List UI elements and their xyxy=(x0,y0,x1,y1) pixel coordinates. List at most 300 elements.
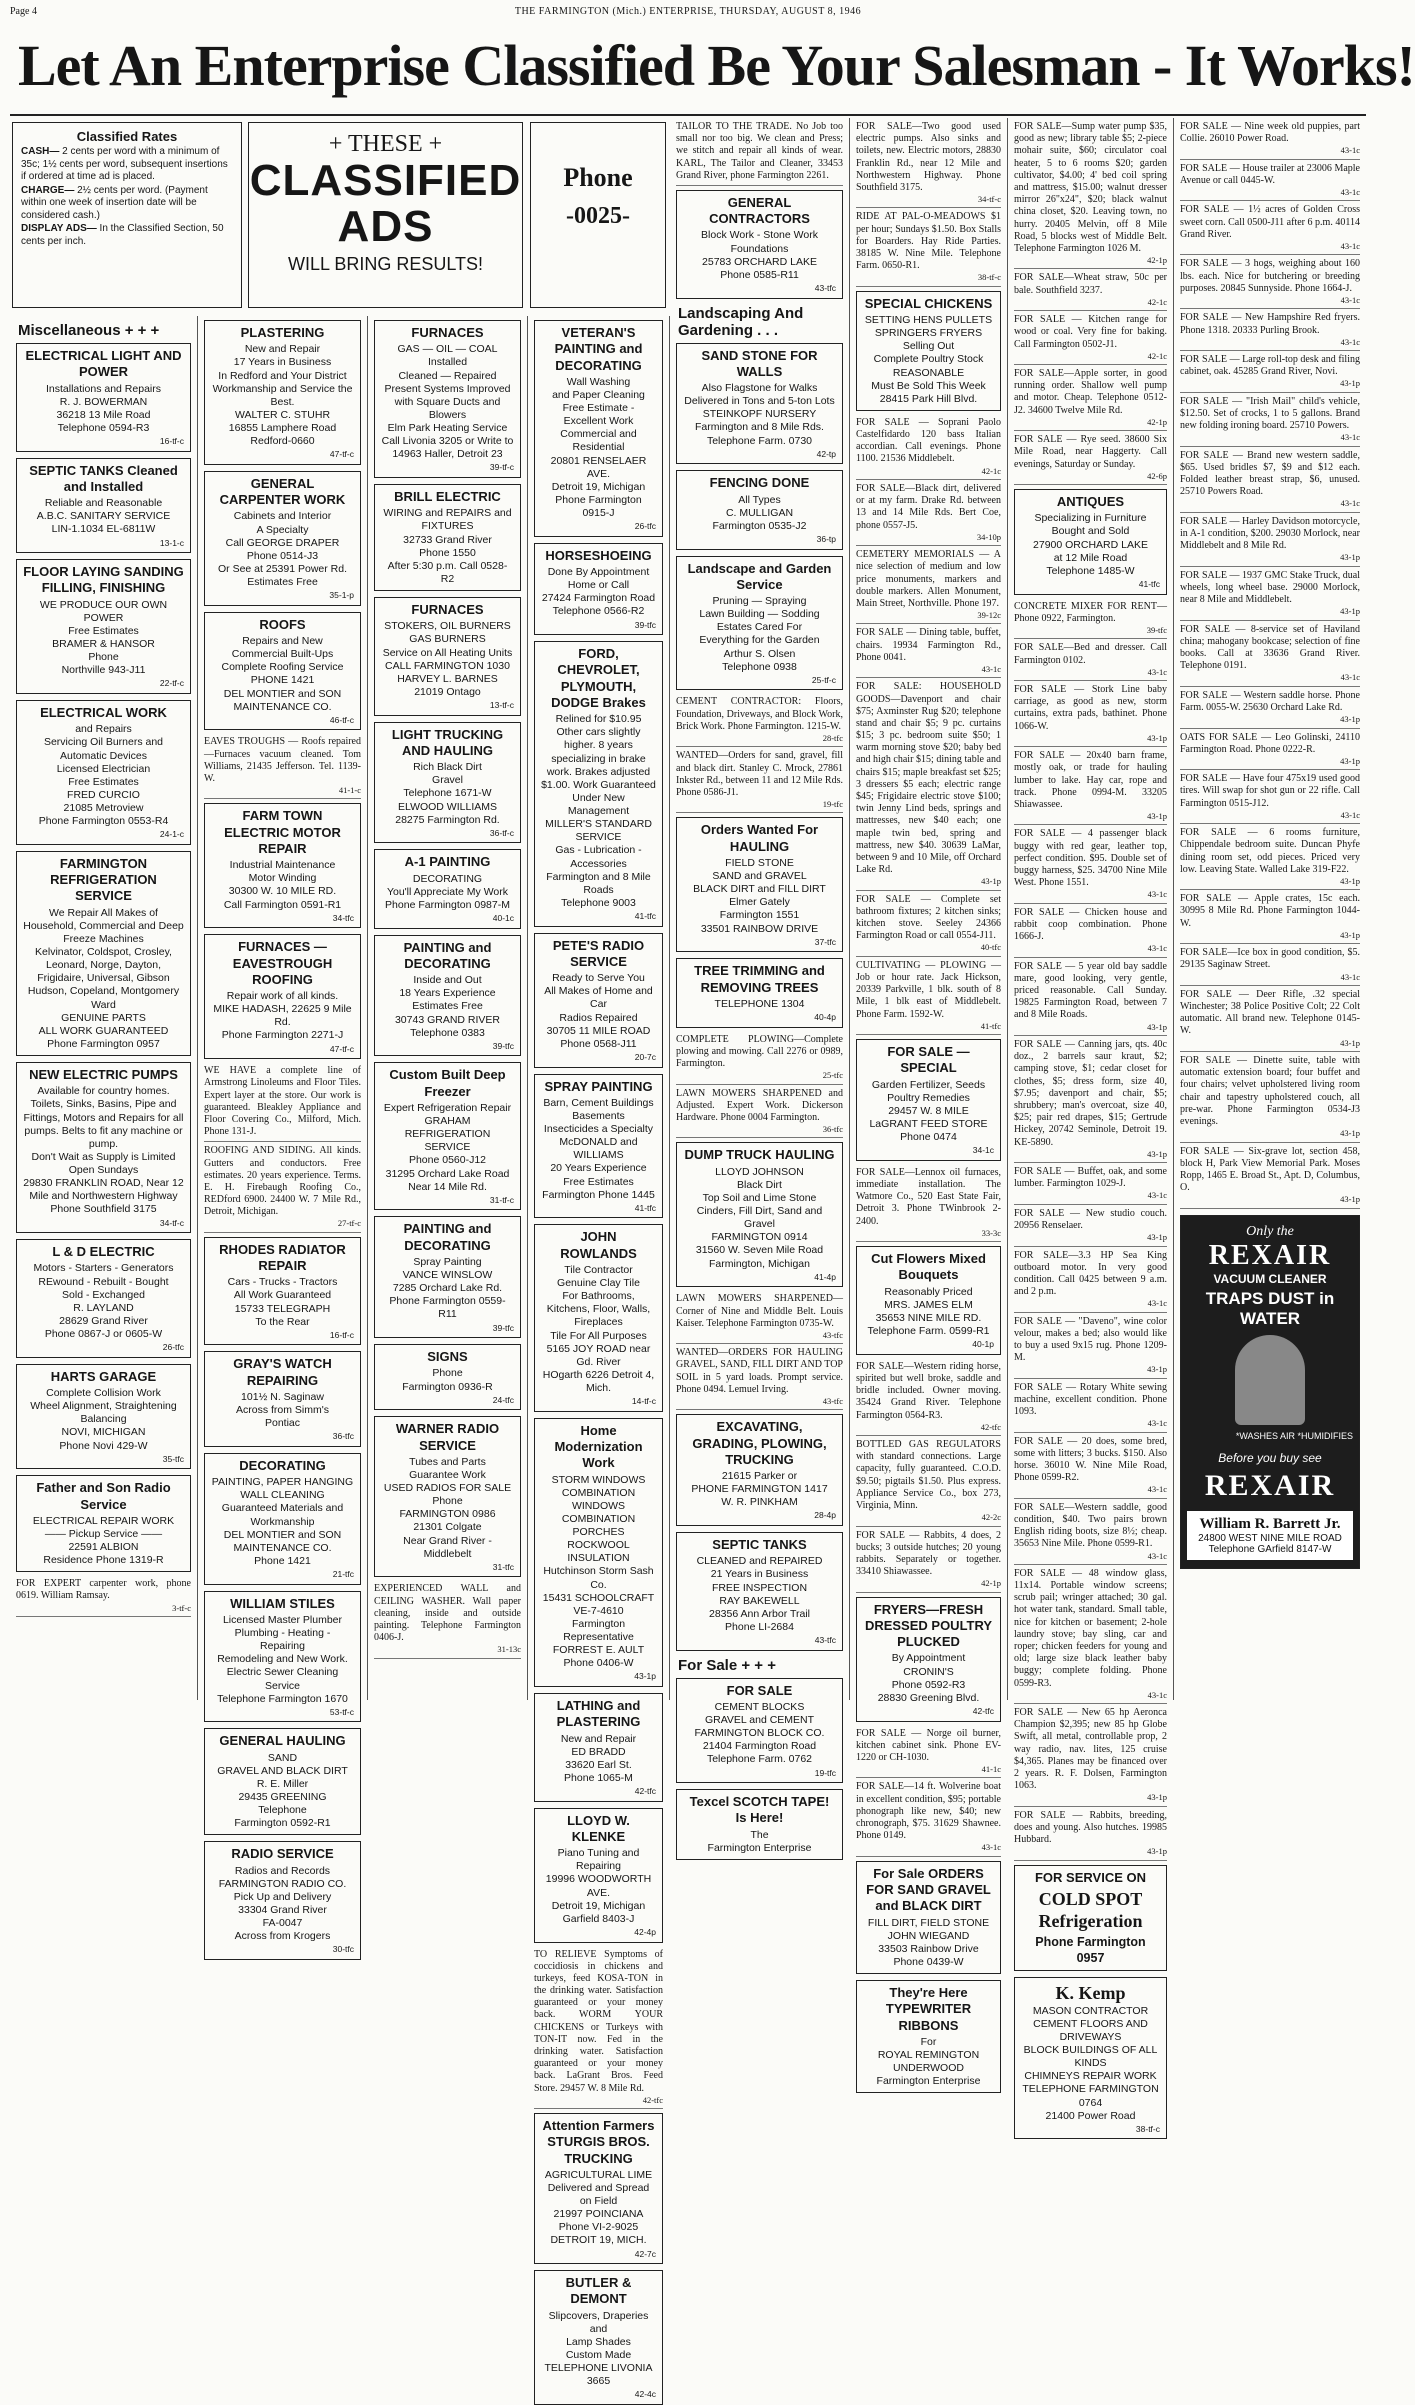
ad-line: COMBINATION WINDOWS xyxy=(561,1486,636,1512)
ad-line: Cleaned — Repaired xyxy=(398,369,497,382)
classified-notice xyxy=(16,1578,191,1617)
classified-notice xyxy=(1014,828,1167,903)
rates-charge-heading: CHARGE— xyxy=(21,184,75,196)
section-heading-miscellaneous: Miscellaneous + + + xyxy=(18,322,160,339)
notice-text: WANTED—Orders for sand, gravel, fill and black dirt. Stanley C. Mrock, 27861 Inkster Rd., between 11 and 12 Mile Rds. Phone 0586-J1. xyxy=(676,750,843,798)
classified-notice xyxy=(1014,368,1167,431)
notice-code: 34-10p xyxy=(976,531,1001,542)
kemp-ad xyxy=(1014,1977,1167,2139)
notice-code: 43-1c xyxy=(1340,145,1360,156)
notice-code: 43-1c xyxy=(1147,1298,1167,1309)
ad-line: Present Systems Improved with Square Ducts and Blowers xyxy=(384,382,511,421)
column-4 xyxy=(528,316,670,2400)
ad-line: Servicing Oil Burners and Automatic Devices xyxy=(43,736,164,762)
ad-code: 35-1-p xyxy=(329,590,354,601)
ad-line: ROYAL REMINGTON xyxy=(877,2048,980,2061)
notice-text: FOR SALE—Bed and dresser. Call Farmington 0102. xyxy=(1014,642,1167,666)
ad-line: Phone Southfield 3175 xyxy=(50,1203,157,1216)
ad-line: Residence Phone 1319-R xyxy=(43,1554,164,1567)
kemp-line: TELEPHONE FARMINGTON 0764 xyxy=(1022,2083,1159,2109)
ad-line: MILLER'S STANDARD SERVICE xyxy=(545,818,652,844)
ad-code: 39-tfc xyxy=(492,1040,514,1051)
classified-notice xyxy=(676,1347,843,1410)
ad-line: FARMINGTON RADIO CO. xyxy=(218,1877,347,1890)
ad-code: 34-1c xyxy=(972,1145,994,1156)
ad-line: 17 Years in Business xyxy=(233,356,332,369)
ad-line: Bought and Sold xyxy=(1051,525,1130,538)
results-line: WILL BRING RESULTS! xyxy=(287,254,484,275)
ad-line: 28356 Ann Arbor Trail xyxy=(709,1607,810,1620)
notice-code: 43-tfc xyxy=(822,1395,843,1406)
ad-line: FREE INSPECTION xyxy=(711,1581,808,1594)
classified-notice xyxy=(856,483,1001,546)
classified-notice xyxy=(1180,450,1360,513)
ad-line: Reasonably Priced xyxy=(884,1285,973,1298)
ad-title: PLASTERING xyxy=(240,325,325,340)
ad-title: RADIO SERVICE xyxy=(231,1846,334,1862)
ad-line: ROCKWOOL INSULATION xyxy=(567,1539,630,1565)
cold-spot-phone: Phone Farmington 0957 xyxy=(1035,1934,1146,1965)
notice-text: TO RELIEVE Symptoms of coccidiosis in chickens and turkeys, feed KOSA-TON in the drinking water. Satisfaction guaranteed or your money back. WORM YOUR CHICKENS or Turkeys with TON-IT now. Fed in the drinking water. Satisfaction guaranteed or your money back. LaGrant Bros. Feed Store. 29457 W. 8 Mile Rd. xyxy=(534,1948,663,2094)
ad-line: R. LAYLAND xyxy=(73,1301,134,1314)
ad-line: 16855 Lamphere Road xyxy=(228,422,337,434)
ad-code: 43-tfc xyxy=(814,1635,836,1646)
notice-text: FOR SALE—Western saddle, good condition, $40. Two pairs brown English riding boots, size 8½; cheap. 35653 Nine Mile. Phone 0599-R1. xyxy=(1014,1501,1167,1550)
display-ad xyxy=(16,851,191,1056)
classified-notice xyxy=(856,681,1001,890)
display-ad xyxy=(374,722,521,844)
notice-code: 43-1p xyxy=(1340,552,1360,563)
notice-code: 42-tfc xyxy=(980,1421,1001,1432)
ad-code: 26-tfc xyxy=(634,521,656,532)
ad-line: FARMINGTON 0914 xyxy=(711,1231,808,1244)
notice-text: FOR SALE—Sump water pump $35, good as new; library table $5; 2-piece mohair suite, $60; circulator coal heater, 5 to 6 rooms $20; garden cultivator, $4.00; 4' bed coil spring and mattress, $15.00; walnut dresser mirror 26"x24", $20; black walnut china closet, $20. Leaving town, no hurry. 20405 Melvin, off 8 Mile Road, 5 blocks west of Middle Belt. Telephone Farmington 1026 M. xyxy=(1014,121,1167,254)
ad-title: DECORATING xyxy=(239,1457,326,1473)
ad-line: Estates Cared For xyxy=(716,621,803,634)
ad-line: Delivered and Spread on Field xyxy=(547,2181,650,2208)
ad-line: FA-0047 xyxy=(262,1917,303,1930)
classified-notice xyxy=(676,1088,843,1139)
ad-line: Hutchinson Storm Sash Co. xyxy=(543,1565,654,1591)
ad-line: ELWOOD WILLIAMS xyxy=(398,800,497,813)
ad-title: NEW ELECTRIC PUMPS xyxy=(29,1067,178,1082)
ad-line: Workmanship and Service the Best. xyxy=(212,382,353,408)
ad-title: VETERAN'S PAINTING and DECORATING xyxy=(554,325,643,373)
ad-line: SPRINGERS FRYERS xyxy=(874,327,983,340)
ad-line: Phone Farmington 2271-J xyxy=(221,1029,344,1042)
ad-title: FOR SALE xyxy=(726,1682,793,1698)
notice-code: 43-1c xyxy=(1147,666,1167,677)
classified-notice xyxy=(1014,684,1167,747)
ad-title: FOR SALE — SPECIAL xyxy=(887,1044,970,1076)
ad-code: 19-tfc xyxy=(814,1767,836,1778)
ad-line: STEINKOPF NURSERY xyxy=(702,408,817,421)
classified-notice xyxy=(856,417,1001,480)
classified-notice xyxy=(1014,1382,1167,1433)
ad-title: EXCAVATING, GRADING, PLOWING, TRUCKING xyxy=(692,1419,827,1467)
ad-title: BUTLER & DEMONT xyxy=(565,2275,632,2307)
ad-line: Redford-0660 xyxy=(250,435,315,448)
ad-title: TREE TRIMMING and REMOVING TREES xyxy=(694,963,825,995)
rates-cash: 2 cents per word with a minimum of 35c; 1½ cents per word, subsequent insertions if ordered at time ad is placed. xyxy=(21,146,228,183)
kemp-line: CEMENT FLOORS AND DRIVEWAYS xyxy=(1033,2017,1148,2043)
ad-line: Phone 1550 xyxy=(419,546,476,559)
ad-line: W. R. PINKHAM xyxy=(721,1496,798,1509)
ad-code: 53-tf-c xyxy=(329,1706,354,1717)
notice-code: 41-1c xyxy=(981,1764,1001,1775)
ad-title: HORSESHOEING xyxy=(545,547,652,563)
classified-notice xyxy=(1014,642,1167,681)
ad-code: 14-tf-c xyxy=(631,1396,656,1407)
notice-code: 42-1p xyxy=(1147,416,1167,427)
column-1 xyxy=(10,316,198,1700)
ad-line: 19996 WOODWORTH AVE. xyxy=(545,1873,652,1899)
ad-line: PHONE FARMINGTON 1417 xyxy=(691,1483,828,1496)
ad-line: LLOYD JOHNSON xyxy=(715,1165,804,1178)
ad-line: Repairs and New xyxy=(242,635,323,647)
notice-code: 43-1p xyxy=(1147,732,1167,743)
classified-notice xyxy=(676,750,843,813)
classified-notice xyxy=(204,1065,361,1142)
ad-line: All Types xyxy=(738,493,781,506)
notice-code: 43-1c xyxy=(1147,1550,1167,1561)
notice-text: FOR SALE—Ice box in good condition, $5. 29135 Saginaw Street. xyxy=(1180,947,1360,971)
ad-line: Delivered in Tons and 5-ton Lots xyxy=(684,395,835,408)
classified-notice xyxy=(1014,314,1167,365)
ad-line: Genuine Clay Tile xyxy=(557,1277,640,1289)
notice-text: FOR SALE — 1½ acres of Golden Cross sweet corn. Call 0500-J11 after 6 p.m. 40114 Grand River. xyxy=(1180,204,1360,240)
ad-line: Sold - Exchanged xyxy=(62,1288,145,1301)
notice-code: 43-1c xyxy=(1340,187,1360,198)
ad-line: Phone 0560-J12 xyxy=(408,1154,487,1167)
column-6 xyxy=(850,118,1008,2088)
kemp-line: 21400 Power Road xyxy=(1045,2109,1136,2122)
ad-line: FIELD STONE xyxy=(725,856,794,869)
notice-text: FOR SALE—3.3 HP Sea King outboard motor. In very good condition. Call 0425 between 9 a.m. and 2 p.m. xyxy=(1014,1249,1167,1298)
ad-line: FILL DIRT, FIELD STONE xyxy=(867,1916,990,1929)
ad-line: Phone 0474 xyxy=(900,1131,957,1144)
classified-notice xyxy=(1014,1502,1167,1565)
ad-line: Gravel xyxy=(432,774,463,787)
ad-line: Telephone Farm. 0730 xyxy=(706,434,813,447)
classified-notice xyxy=(534,1949,663,2110)
notice-text: FOR SALE — New studio couch. 20956 Renselaer. xyxy=(1014,1207,1167,1231)
page-banner: Let An Enterprise Classified Be Your Salesman - It Works! xyxy=(18,33,1415,98)
ad-line: Arthur S. Olsen xyxy=(723,647,796,660)
classified-notice xyxy=(1180,396,1360,447)
classified-notice xyxy=(1014,1568,1167,1704)
display-ad xyxy=(534,641,663,927)
ad-line: NOVI, MICHIGAN xyxy=(61,1426,146,1439)
display-ad xyxy=(374,1216,521,1338)
notice-text: EAVES TROUGHS — Roofs repaired—Furnaces vacuum cleaned. Tom Williams, 21435 Jefferson. Tel. 1139-W. xyxy=(204,736,361,784)
ad-line: 32733 Grand River xyxy=(403,533,492,546)
ad-line: Farmington 0535-J2 xyxy=(712,519,807,532)
display-ad xyxy=(534,1224,663,1411)
display-ad xyxy=(534,320,663,537)
display-ad xyxy=(204,1728,361,1835)
page-number: Page 4 xyxy=(10,6,37,17)
notice-text: FOR SALE — 20x40 barn frame, mostly oak, or trade for hauling lumber to lake. Hay car, rope and track. Phone 0994-M. 33205 Shiawassee. xyxy=(1014,750,1167,810)
ad-line: Phone VI-2-9025 xyxy=(558,2221,639,2234)
page-folio xyxy=(10,6,1366,20)
ad-line: Free Estimate - Excellent Work xyxy=(562,402,635,428)
ad-line: 21615 Parker or xyxy=(721,1470,798,1483)
ad-line: 36218 13 Mile Road xyxy=(56,408,151,421)
ad-line: Specializing in Furniture xyxy=(1034,512,1147,525)
ad-line: 30743 GRAND RIVER xyxy=(394,1013,501,1026)
display-ad xyxy=(204,1237,361,1346)
notice-text: FOR EXPERT carpenter work, phone 0619. William Ramsay. xyxy=(16,1578,191,1602)
notice-text: FOR SALE — 20 does, some bred, some with litters; 3 bucks. $150. Also horse. 36010 W. Nine Mile Road, Phone 0599-R2. xyxy=(1014,1435,1167,1484)
notice-code: 28-tfc xyxy=(822,733,843,743)
notice-text: FOR SALE — Western saddle horse. Phone Farm. 0055-W. 25630 Orchard Lake Rd. xyxy=(1180,689,1360,713)
ad-line: Near 14 Mile Rd. xyxy=(408,1180,487,1193)
ad-line: 20 Years Experience xyxy=(550,1162,647,1175)
ad-code: 31-tfc xyxy=(492,1561,514,1572)
ad-line: 21019 Ontago xyxy=(414,685,481,698)
display-ad xyxy=(534,1074,663,1219)
notice-code: 43-1c xyxy=(1147,1689,1167,1700)
ad-line: CLEANED and REPAIRED xyxy=(696,1555,823,1568)
ad-title: PETE'S RADIO SERVICE xyxy=(552,937,645,969)
ad-line: Farmington, Michigan xyxy=(709,1257,810,1270)
ad-code: 46-tf-c xyxy=(329,714,354,725)
notice-text: FOR SALE — Deer Rifle, .32 special Winchester; 38 Police Positive Colt; 22 Colt automatic. All brand new. Telephone 0145-W. xyxy=(1180,988,1360,1037)
ad-code: 13-1-c xyxy=(159,537,184,548)
notice-code: 43-1c xyxy=(981,663,1001,674)
display-ad xyxy=(676,1414,843,1526)
notice-code: 43-1p xyxy=(1340,606,1360,617)
classified-notice xyxy=(1180,732,1360,771)
display-ad xyxy=(856,1246,1001,1355)
notice-text: FOR SALE — Rye seed. 38600 Six Mile Road, near Haggerty. Call evenings, Saturday or Sunday. xyxy=(1014,434,1167,470)
display-ad xyxy=(534,933,663,1068)
ad-line: Free Estimates xyxy=(563,1175,634,1188)
ad-line: Phone 0406-W xyxy=(563,1657,634,1670)
notice-text: FOR SALE — Apple crates, 15c each. 30995 8 Mile Rd. Phone Farmington 1044-W. xyxy=(1180,893,1360,929)
ad-line: Phone LI-2684 xyxy=(725,1620,794,1633)
notice-code: 43-1c xyxy=(981,1842,1001,1853)
display-ad xyxy=(204,934,361,1059)
notice-text: FOR SALE — Canning jars, qts. 40c doz., 2 barrels saur kraut, $2; camping stove, $1; cedar closet for clothes, $5; dress form, size 40, $7.95; davenport and chair, $5; shrubbery; man's overcoat, size 40, $25; pair red drapes, $15; Gertrude Hickey, 20742 Seminole, Detroit 19. KE-5890. xyxy=(1014,1039,1167,1148)
classified-notice xyxy=(856,549,1001,624)
ad-line: Expert Refrigeration Repair xyxy=(383,1101,512,1114)
ad-line: 33620 Earl St. xyxy=(565,1758,632,1771)
display-ad xyxy=(16,458,191,554)
ad-code: 42-tfc xyxy=(972,1705,994,1716)
rates-display-heading: DISPLAY ADS— xyxy=(21,223,97,235)
ad-line: Phone 0568-J11 xyxy=(560,1037,637,1050)
notice-text: FOR SALE — Kitchen range for wood or coal. Very fine for baking. Call Farmington 0502-J1. xyxy=(1014,314,1167,350)
ad-line: Lamp Shades xyxy=(566,2335,631,2348)
ad-line: REwound - Rebuilt - Bought xyxy=(38,1275,169,1288)
ad-code: 42-tfc xyxy=(634,1786,656,1796)
ad-line: Lawn Building — Sodding xyxy=(699,608,820,621)
classified-notice xyxy=(856,1361,1001,1436)
ad-line: 101½ N. Saginaw xyxy=(241,1390,324,1403)
ad-line: For xyxy=(920,2035,937,2048)
ad-line: Telephone 0594-R3 xyxy=(57,421,150,434)
rexair-dealer-phone: Telephone GArfield 8147-W xyxy=(1208,1543,1332,1555)
notice-text: EXPERIENCED WALL and CEILING WASHER. Wall paper cleaning, inside and outside painting. Telephone Farmington 0406-J. xyxy=(374,1583,521,1644)
ad-line: 29435 GREENING xyxy=(238,1791,327,1804)
notice-text: FOR SALE — 6 rooms furniture, Chippendale bedroom suite. Duncan Phyfe dining room set, odd pieces. Priced very low. Leaving State. Walled Lake 319-F22. xyxy=(1180,827,1360,875)
ad-title: WILLIAM STILES xyxy=(230,1595,335,1611)
ad-title: L & D ELECTRIC xyxy=(52,1244,155,1260)
ad-line: MAINTENANCE CO. xyxy=(233,1541,332,1554)
ad-line: CRONIN'S xyxy=(903,1665,954,1678)
ad-code: 36-tfc xyxy=(332,1431,354,1442)
ad-title: SEPTIC TANKS xyxy=(712,1537,807,1553)
rexair-dealer-address: 24800 WEST NINE MILE ROAD xyxy=(1198,1532,1342,1544)
ad-line: ED BRADD xyxy=(571,1745,626,1758)
ad-line: 21 Years in Business xyxy=(710,1568,809,1581)
notice-text: BOTTLED GAS REGULATORS with standard connections. Large capacity, fully guaranteed. C.O.D. $9.50; pigtails $1.50. Plus express. Appliance Service Co., box 273, Virginia, Minn. xyxy=(856,1439,1001,1512)
ad-line: Phone Farmington 0559-R11 xyxy=(389,1295,506,1321)
ad-line: Toilets, Sinks, Basins, Pipe and Fittings, Motors and Repairs for all pumps. Belts to fit any machine or pump. xyxy=(23,1098,184,1150)
ad-line: BLACK DIRT and FILL DIRT xyxy=(693,883,826,896)
ad-line: Radios Repaired xyxy=(559,1011,638,1024)
notice-text: FOR SALE—Black dirt, delivered or at my farm. Drake Rd. between 13 and 14 Mile Rds. Bert Coe, phone 0557-J5. xyxy=(856,483,1001,531)
ad-code: 42-4c xyxy=(634,2389,656,2400)
ad-line: 27424 Farmington Road xyxy=(541,592,656,605)
notice-text: FOR SALE — 48 window glass, 11x14. Portable window screens; scrub pail; wringer attached; 30 gal. hot water tank, standard. Small table, nice for kitchen or basement; 2-hole laundry stove; bay sling, car and roper; chicken feeders for young and old; large size black leather baby buggy; complete folding. Phone 0599-R3. xyxy=(1014,1567,1167,1689)
ad-line: DEL MONTIER and SON xyxy=(223,1528,342,1541)
notice-code: 42-1p xyxy=(981,1578,1001,1589)
notice-text: ROOFING AND SIDING. All kinds. Gutters and conductors. Free estimates. 20 years experience. Terms. E. H. Firebaugh Roofing Co., REDford 6900. 24400 W. 7 Mile Rd., Detroit, Michigan. xyxy=(204,1145,361,1218)
ad-line: Tubes and Parts xyxy=(409,1455,486,1468)
rexair-only-line: Only the xyxy=(1246,1223,1294,1239)
ad-title: FRYERS—FRESH DRESSED POULTRY PLUCKED xyxy=(864,1601,993,1650)
ad-line: CEMENT BLOCKS xyxy=(714,1700,805,1713)
ad-title: FURNACES xyxy=(411,325,484,340)
classified-notice xyxy=(1014,961,1167,1036)
ad-title: HARTS GARAGE xyxy=(50,1368,157,1384)
ad-title: FURNACES xyxy=(411,602,484,617)
notice-text: FOR SALE—Western riding horse, spirited but well broke, saddle and bridle included. Owner moving. 35424 Grand River. Telephone Farmington 0564-R3. xyxy=(856,1360,1001,1421)
classified-notice xyxy=(1180,989,1360,1052)
classified-notice xyxy=(1180,258,1360,309)
notice-code: 43-1p xyxy=(981,876,1001,887)
display-ad xyxy=(204,1453,361,1585)
ad-code: 42-4p xyxy=(634,1926,656,1937)
notice-code: 43-1p xyxy=(1340,714,1360,725)
ad-line: A Specialty xyxy=(256,523,309,536)
ad-title: SIGNS xyxy=(427,1349,468,1365)
notice-text: FOR SALE—Lennox oil furnaces, immediate installation. The Watmore Co., 520 East State Fair, Detroit 3. Phone TWinbrook 2-2400. xyxy=(856,1166,1001,1227)
ad-line: Reliable and Reasonable xyxy=(44,497,163,510)
ad-line: 28629 Grand River xyxy=(59,1314,148,1327)
display-ad xyxy=(374,597,521,716)
display-ad xyxy=(534,1418,663,1687)
ad-line: Phone 0514-J3 xyxy=(246,549,319,562)
notice-code: 43-1c xyxy=(1340,432,1360,443)
ad-code: 39-tf-c xyxy=(489,462,514,473)
ad-line: Plumbing - Heating - Repairing xyxy=(234,1627,331,1653)
ad-line: Free Estimates xyxy=(68,624,139,637)
ad-code: 43-1p xyxy=(634,1671,656,1682)
ad-line: 21997 POINCIANA xyxy=(553,2208,644,2221)
ad-line: Near Grand River - Middlebelt xyxy=(403,1534,492,1560)
ad-code: 47-tf-c xyxy=(329,1043,354,1054)
notice-text: FOR SALE—Two good used electric pumps. Also sinks and toilets, new. Electric motors, 28830 Franklin Rd., near 12 Mile and Northwestern Highway. Phone Southfield 3175. xyxy=(856,121,1001,193)
classified-notice xyxy=(1014,434,1167,485)
notice-code: 43-1c xyxy=(1147,1418,1167,1429)
ad-line: Telephone 9003 xyxy=(561,896,636,909)
ad-code: 41-tfc xyxy=(1138,578,1160,589)
ad-line: Gas - Lubrication - Accessories xyxy=(555,844,642,870)
classified-phone-box xyxy=(530,122,666,308)
notice-code: 43-1c xyxy=(1340,971,1360,982)
ad-code: 40-4p xyxy=(814,1011,836,1022)
notice-text: RIDE AT PAL-O-MEADOWS $1 per hour; Sundays $1.50. Box Stalls for Boarders. Hay Ride Parties. 38185 W. Nine Mile. Telephone Farm. 0650-R1. xyxy=(856,211,1001,272)
ad-line: Phone Farmington 0987-M xyxy=(385,898,510,911)
display-ad xyxy=(676,190,843,299)
notice-code: 43-1p xyxy=(1147,1021,1167,1032)
classified-notice xyxy=(204,1145,361,1232)
notice-text: FOR SALE — New 65 hp Aeronca Champion $2,395; new 85 hp Globe Swift, all metal, controllable prop, 2 way radio, nav. lites, 125 cruise $4,365. Planes may be financed over 2 years. R. F. Dolsen, Farmington 1063. xyxy=(1014,1707,1167,1792)
notice-code: 43-1c xyxy=(1147,889,1167,900)
ad-line: Across from Simm's xyxy=(235,1404,329,1417)
display-ad xyxy=(204,1591,361,1723)
ad-line: FARMINGTON BLOCK CO. xyxy=(694,1727,825,1740)
rexair-illustration xyxy=(1235,1335,1305,1425)
ad-line: Radios and Records xyxy=(234,1864,331,1877)
these-line: + THESE + xyxy=(328,131,443,157)
column-3 xyxy=(368,316,528,1700)
ad-line: All Work Guaranteed xyxy=(233,1289,332,1302)
ad-line: Elmer Gately xyxy=(729,896,790,909)
ad-line: Telephone xyxy=(258,1804,307,1817)
ad-line: Farmington 0936-R xyxy=(402,1380,493,1393)
notice-code: 43-1c xyxy=(1340,336,1360,347)
ad-line: Rich Black Dirt xyxy=(413,761,482,774)
ad-code: 39-tfc xyxy=(492,1322,514,1333)
ad-line: McDONALD and WILLIAMS xyxy=(559,1136,638,1162)
phone-label: Phone xyxy=(563,163,633,192)
display-ad xyxy=(16,1239,191,1358)
ad-line: 33501 RAINBOW DRIVE xyxy=(700,922,819,935)
display-ad xyxy=(856,1861,1001,1974)
rexair-brand-2: REXAIR xyxy=(1204,1468,1336,1502)
kemp-title: K. Kemp xyxy=(1055,1983,1126,2004)
notice-code: 42-tfc xyxy=(642,2094,663,2105)
ad-title: PAINTING and DECORATING xyxy=(403,939,492,971)
ad-line: LIN-1.1034 EL-6811W xyxy=(51,523,156,536)
ad-line: All Makes of Home and Car xyxy=(544,985,653,1011)
classified-notice xyxy=(856,211,1001,286)
display-ad xyxy=(676,1142,843,1287)
ad-line: MIKE HADASH, 22625 9 Mile Rd. xyxy=(213,1003,352,1029)
notice-text: FOR SALE — Dining table, buffet, chairs. 19934 Farmington Rd., Phone 0041. xyxy=(856,627,1001,663)
notice-text: CULTIVATING — PLOWING — Job or hour rate. Jack Hickson, 20339 Parkville, 1 blk. south of 8 Mile, 1 blk east of Middlebelt. Phone Farm. 1592-W. xyxy=(856,959,1001,1020)
ad-title: SAND STONE FOR WALLS xyxy=(701,347,818,379)
display-ad xyxy=(374,1062,521,1210)
ad-line: Farmington and 8 Mile Roads xyxy=(546,870,651,896)
ad-line: 15431 SCHOOLCRAFT xyxy=(542,1591,655,1604)
ad-line: Telephone 0566-R2 xyxy=(552,605,645,618)
ad-line: SETTING HENS PULLETS xyxy=(864,314,993,327)
ad-line: LaGRANT FEED STORE xyxy=(869,1117,988,1130)
classified-notice xyxy=(1180,773,1360,824)
ad-line: Free Estimates xyxy=(68,775,139,788)
classified-notice xyxy=(1180,1146,1360,1209)
rexair-brand: REXAIR xyxy=(1208,1239,1332,1271)
notice-text: FOR SALE — House trailer at 23006 Maple Avenue or call 0445-W. xyxy=(1180,162,1360,186)
ad-title: FLOOR LAYING SANDING FILLING, FINISHING xyxy=(23,564,184,596)
ad-line: Home or Call xyxy=(567,579,630,592)
